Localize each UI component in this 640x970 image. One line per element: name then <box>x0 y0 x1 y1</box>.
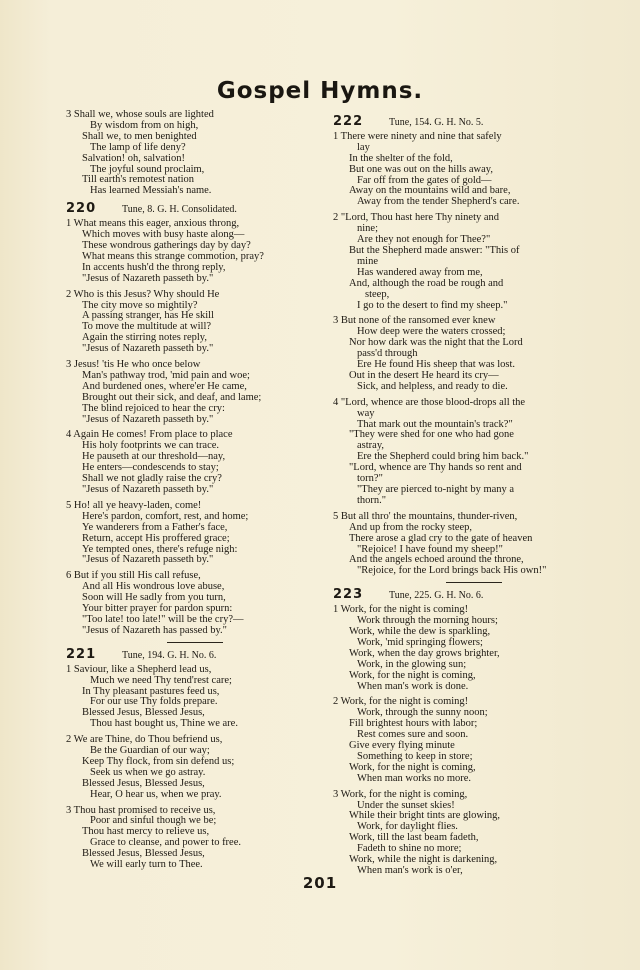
verse-line: The city move so mightily? <box>82 299 198 311</box>
verse-line: 2 Work, for the night is coming! <box>333 696 469 708</box>
hymn-222 <box>333 114 615 577</box>
hymn-verse <box>333 605 615 692</box>
verse-line: Poor and sinful though we be; <box>90 815 217 827</box>
verse-line: And the angels echoed around the throne, <box>349 554 524 566</box>
verse-line: For our use Thy folds prepare. <box>90 696 218 708</box>
verse-line: These wondrous gatherings day by day? <box>82 239 251 251</box>
verse-line: 3 Work, for the night is coming, <box>333 788 468 800</box>
verse-line: 1 Saviour, like a Shepherd lead us, <box>66 663 212 675</box>
verse-line: Your bitter prayer for pardon spurn: <box>82 603 233 615</box>
verse-line: steep, <box>365 288 390 300</box>
verse-line: The lamp of life deny? <box>90 141 186 153</box>
verse-line: Work, while the dew is sparkling, <box>349 625 491 637</box>
verse-line: pass'd through <box>357 348 418 360</box>
verse-line: "Jesus of Nazareth passeth by." <box>82 343 214 355</box>
verse-line: mine <box>357 255 378 267</box>
hymn-verse <box>66 110 324 197</box>
verse-line: 3 Shall we, whose souls are lighted <box>66 109 214 120</box>
verse-line: 3 But none of the ransomed ever knew <box>333 315 496 327</box>
verse-line: lay <box>357 141 370 153</box>
hymn-continuation <box>66 110 324 197</box>
verse-line: I go to the desert to find my sheep." <box>357 299 508 311</box>
verse-line: And all His wondrous love abuse, <box>82 581 225 593</box>
verse-line: While their bright tints are glowing, <box>349 810 501 822</box>
verse-line: And, although the road be rough and <box>349 277 504 289</box>
verse-line: 5 But all thro' the mountains, thunder-riven, <box>333 510 518 522</box>
verse-line: Much we need Thy tend'rest care; <box>90 674 232 686</box>
hymn-header <box>66 646 324 662</box>
verse-line: Again the stirring notes reply, <box>82 332 208 344</box>
verse-line: Give every flying minute <box>349 740 455 752</box>
verse-line: "Lord, whence are Thy hands so rent and <box>349 462 522 474</box>
verse-line: 1 Work, for the night is coming! <box>333 604 469 616</box>
left-hymn-list <box>66 201 324 871</box>
hymn-verse <box>333 697 615 784</box>
hymn-header <box>66 201 324 217</box>
verse-line: In the shelter of the fold, <box>349 152 453 164</box>
verse-line: "Jesus of Nazareth passeth by." <box>82 272 214 284</box>
hymn-tune: Tune, 154. G. H. No. 5. <box>389 117 484 128</box>
page-title: Gospel Hymns. <box>216 78 424 104</box>
verse-line: When man's work is o'er, <box>357 865 463 876</box>
verse-line: 3 Thou hast promised to receive us, <box>66 804 216 816</box>
verse-line: And up from the rocky steep, <box>349 521 473 533</box>
verse-line: "They are pierced to-night by many a <box>357 484 515 495</box>
verse-line: Work through the morning hours; <box>357 615 498 627</box>
hymn-223 <box>333 587 615 877</box>
verse-line: The blind rejoiced to hear the cry: <box>82 402 225 414</box>
verse-line: "Rejoice, for the Lord brings back His own!" <box>357 565 547 577</box>
verse-line: Keep Thy flock, from sin defend us; <box>82 755 235 767</box>
verse-line: Sick, and helpless, and ready to die. <box>357 380 508 392</box>
verse-line: Fadeth to shine no more; <box>357 843 462 855</box>
verse-line: When man works no more. <box>357 772 472 784</box>
verse-line: 4 Again He comes! From place to place <box>66 429 233 441</box>
verse-line: Ye wanderers from a Father's face, <box>82 521 228 533</box>
verse-line: Work, 'mid springing flowers; <box>357 636 483 648</box>
hymn-verse <box>333 790 615 877</box>
verse-line: Shall we, to men benighted <box>82 130 197 142</box>
verse-line: Work, till the last beam fadeth, <box>349 832 479 844</box>
verse-line: nine; <box>357 223 378 235</box>
hymn-verse <box>66 806 324 871</box>
hymn-number: 222 <box>333 114 364 129</box>
verse-line: Man's pathway trod, 'mid pain and woe; <box>82 369 250 381</box>
verse-line: Which moves with busy haste along— <box>82 229 245 241</box>
hymn-verse <box>66 571 324 636</box>
verse-line: Rest comes sure and soon. <box>357 729 469 741</box>
verse-line: Work, when the day grows brighter, <box>349 647 500 659</box>
verse-line: In Thy pleasant pastures feed us, <box>82 685 220 697</box>
verse-line: Work, for daylight flies. <box>357 821 458 833</box>
verse-line: 2 "Lord, Thou hast here Thy ninety and <box>333 212 500 224</box>
verse-line: Be the Guardian of our way; <box>90 745 210 757</box>
verse-line: Work, while the night is darkening, <box>349 854 498 866</box>
hymn-verse <box>66 735 324 800</box>
verse-line: Away on the mountains wild and bare, <box>349 185 511 197</box>
hymn-verse <box>333 213 615 311</box>
verse-line: Nor how dark was the night that the Lord <box>349 337 523 349</box>
verse-line: torn?" <box>357 473 383 485</box>
hymn-divider <box>446 582 502 583</box>
verse-line: 1 There were ninety and nine that safely <box>333 130 502 142</box>
verse-line: In accents hush'd the throng reply, <box>82 261 226 273</box>
verse-line: He enters—condescends to stay; <box>82 462 219 474</box>
verse-line: Soon will He sadly from you turn, <box>82 592 226 604</box>
right-hymn-list <box>333 114 615 877</box>
verse-line: Fill brightest hours with labor; <box>349 718 478 730</box>
hymn-221 <box>66 646 324 871</box>
right-column <box>333 110 615 882</box>
verse-line: 1 What means this eager, anxious throng, <box>66 218 240 230</box>
verse-line: Hear, O hear us, when we pray. <box>90 788 222 800</box>
hymn-verse <box>333 132 615 208</box>
verse-line: How deep were the waters crossed; <box>357 326 506 338</box>
verse-line: Under the sunset skies! <box>357 799 455 811</box>
verse-line: Work, for the night is coming, <box>349 669 476 681</box>
verse-line: His holy footprints we can trace. <box>82 440 220 452</box>
verse-line: When man's work is done. <box>357 680 469 692</box>
verse-line: Are they not enough for Thee?" <box>357 234 491 246</box>
verse-line: Shall we not gladly raise the cry? <box>82 473 222 485</box>
verse-line: Blessed Jesus, Blessed Jesus, <box>82 848 205 860</box>
hymn-header <box>333 114 615 129</box>
verse-line: To move the multitude at will? <box>82 321 212 333</box>
verse-line: Blessed Jesus, Blessed Jesus, <box>82 707 205 719</box>
verse-line: "Too late! too late!" will be the cry?— <box>82 613 244 625</box>
verse-line: "Jesus of Nazareth passeth by." <box>82 554 214 566</box>
hymn-verse <box>66 501 324 566</box>
hymn-tune: Tune, 194. G. H. No. 6. <box>122 649 217 661</box>
verse-line: "They were shed for one who had gone <box>349 429 514 441</box>
verse-line: What means this strange commotion, pray? <box>82 250 264 262</box>
verse-line: "Jesus of Nazareth passeth by." <box>82 413 214 425</box>
hymn-verse <box>66 430 324 495</box>
verse-line: "Rejoice! I have found my sheep!" <box>357 543 503 555</box>
verse-line: Thou hast bought us, Thine we are. <box>90 718 238 730</box>
hymn-number: 221 <box>66 646 97 662</box>
hymn-verse <box>333 512 615 577</box>
hymn-220 <box>66 201 324 637</box>
verse-line: astray, <box>357 440 385 452</box>
verse-line: Has learned Messiah's name. <box>90 185 212 197</box>
verse-line: Here's pardon, comfort, rest, and home; <box>82 510 249 522</box>
verse-line: The joyful sound proclaim, <box>90 163 205 175</box>
verse-line: Work, in the glowing sun; <box>357 658 467 670</box>
verse-line: Work, through the sunny noon; <box>357 707 488 719</box>
verse-line: way <box>357 407 375 419</box>
hymn-number: 223 <box>333 587 364 603</box>
verse-line: 4 "Lord, whence are those blood-drops all the <box>333 396 526 408</box>
verse-line: Return, accept His proffered grace; <box>82 532 230 544</box>
verse-line: There arose a glad cry to the gate of heaven <box>349 532 533 544</box>
hymn-tune: Tune, 225. G. H. No. 6. <box>389 590 484 602</box>
hymn-verse <box>333 316 615 392</box>
verse-line: Till earth's remotest nation <box>82 174 195 186</box>
verse-line: Out in the desert He heard its cry— <box>349 369 499 381</box>
verse-line: We will early turn to Thee. <box>90 859 203 871</box>
verse-line: Away from the tender Shepherd's care. <box>357 196 520 208</box>
verse-line: 3 Jesus! 'tis He who once below <box>66 359 201 371</box>
verse-line: Work, for the night is coming, <box>349 761 476 773</box>
verse-line: He pauseth at our threshold—nay, <box>82 451 226 463</box>
verse-line: "Jesus of Nazareth has passed by." <box>82 624 227 636</box>
page-number: 201 <box>302 874 338 892</box>
verse-line: And burdened ones, where'er He came, <box>82 380 247 392</box>
left-column <box>66 110 324 876</box>
verse-line: Has wandered away from me, <box>357 266 483 278</box>
verse-line: Blessed Jesus, Blessed Jesus, <box>82 777 205 789</box>
hymn-verse <box>66 219 324 284</box>
verse-line: Ye tempted ones, there's refuge nigh: <box>82 543 238 555</box>
verse-line: By wisdom from on high, <box>90 119 199 131</box>
verse-line: 6 But if you still His call refuse, <box>66 570 201 582</box>
hymn-tune: Tune, 8. G. H. Consolidated. <box>122 204 237 216</box>
verse-line: Far off from the gates of gold— <box>357 174 492 186</box>
verse-line: That mark out the mountain's track?" <box>357 418 513 430</box>
verse-line: "Jesus of Nazareth passeth by." <box>82 484 214 495</box>
verse-line: Ere the Shepherd could bring him back." <box>357 451 529 463</box>
verse-line: But the Shepherd made answer: "This of <box>349 244 520 256</box>
hymn-divider <box>167 642 223 643</box>
verse-line: Salvation! oh, salvation! <box>82 152 185 164</box>
hymn-verse <box>66 290 324 355</box>
verse-line: 2 We are Thine, do Thou befriend us, <box>66 734 223 746</box>
verse-line: Thou hast mercy to relieve us, <box>82 826 210 838</box>
verse-line: 2 Who is this Jesus? Why should He <box>66 288 220 300</box>
verse-line: Ere He found His sheep that was lost. <box>357 359 516 371</box>
verse-line: But one was out on the hills away, <box>349 163 493 175</box>
hymn-number: 220 <box>66 201 97 217</box>
hymn-verse <box>333 398 615 507</box>
hymn-verse <box>66 665 324 730</box>
verse-line: 5 Ho! all ye heavy-laden, come! <box>66 499 202 511</box>
hymn-header <box>333 587 615 603</box>
verse-line: Something to keep in store; <box>357 750 473 762</box>
hymn-verse <box>66 360 324 425</box>
verse-line: Seek us when we go astray. <box>90 766 206 778</box>
verse-line: Brought out their sick, and deaf, and lame; <box>82 391 262 403</box>
verse-line: Grace to cleanse, and power to free. <box>90 837 242 849</box>
verse-line: thorn." <box>357 494 387 506</box>
verse-line: A passing stranger, has He skill <box>82 310 214 322</box>
